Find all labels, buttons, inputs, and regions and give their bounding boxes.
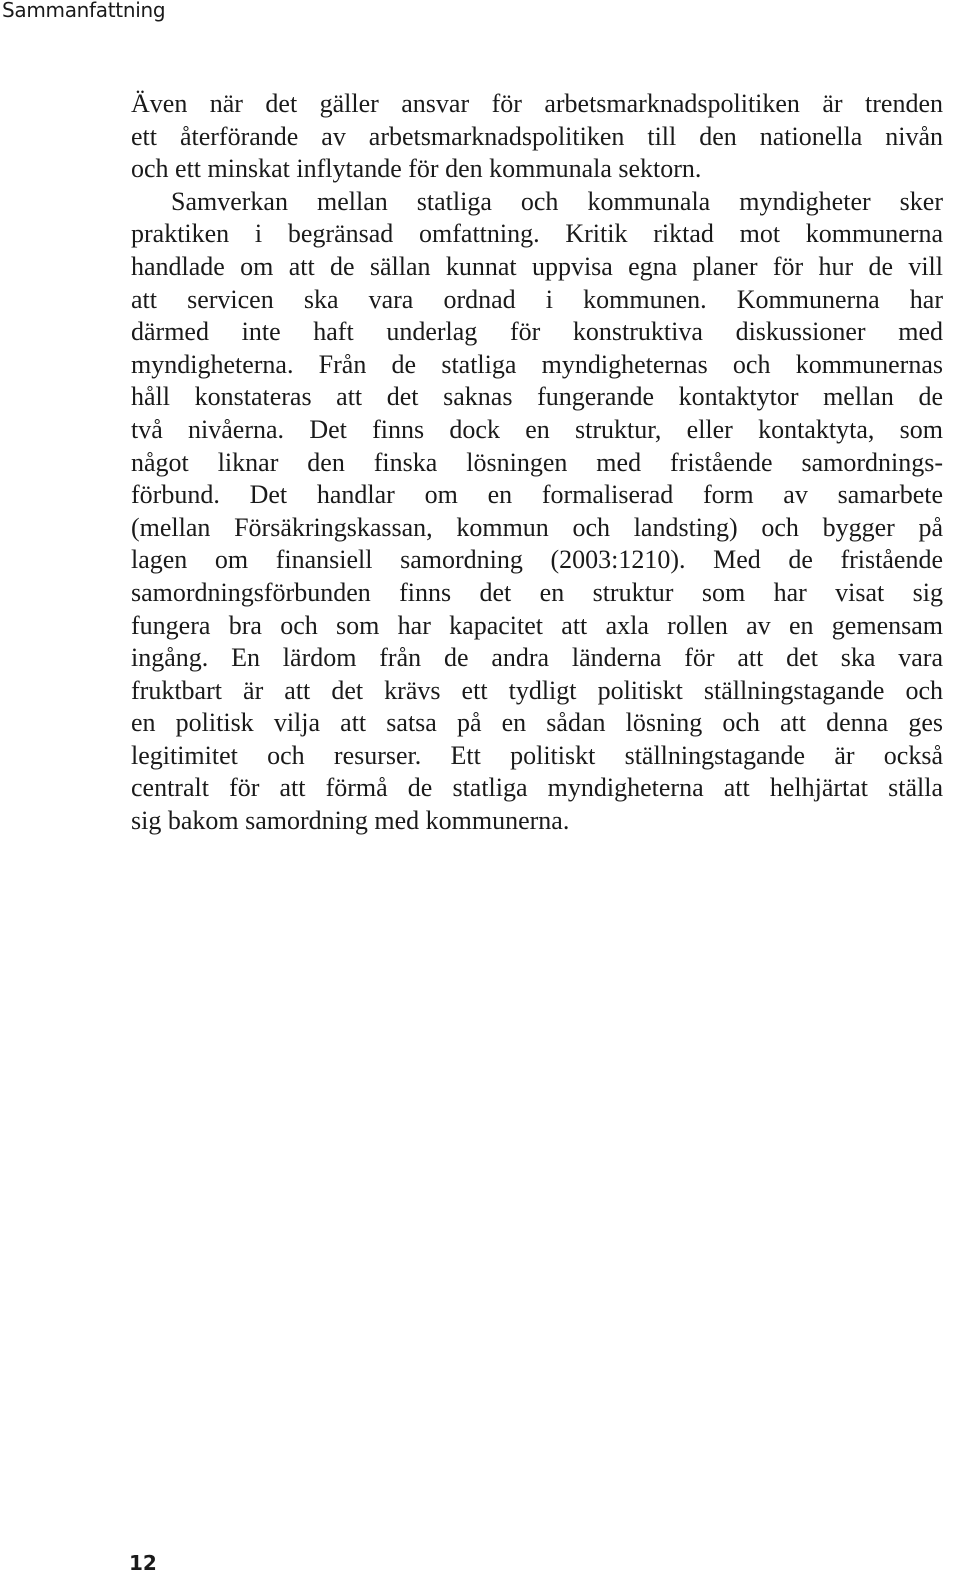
text-line: praktiken i begränsad omfattning. Kritik riktad mot kommunerna: [131, 219, 943, 249]
text-line: samordningsförbunden finns det en struktur som har visat sig: [131, 577, 943, 607]
text-line: därmed inte haft underlag för konstruktiva diskussioner med: [131, 317, 943, 347]
text-line: att servicen ska vara ordnad i kommunen. Kommunerna har: [131, 284, 943, 314]
text-line: Samverkan mellan statliga och kommunala myndigheter sker: [171, 186, 943, 216]
text-line: sig bakom samordning med kommunerna.: [131, 806, 570, 836]
text-line: en politisk vilja att satsa på en sådan lösning och att denna ges: [131, 708, 943, 738]
text-line: Även när det gäller ansvar för arbetsmarknadspolitiken är trenden: [131, 89, 943, 118]
running-header: Sammanfattning: [2, 0, 166, 22]
text-line: legitimitet och resurser. Ett politiskt ställningstagande är också: [131, 740, 943, 770]
text-line: (mellan Försäkringskassan, kommun och landsting) och bygger på: [131, 512, 943, 542]
text-line: något liknar den finska lösningen med fristående samordnings-: [131, 447, 943, 477]
text-line: fruktbart är att det krävs ett tydligt politiskt ställningstagande och: [131, 675, 943, 705]
text-line: lagen om finansiell samordning (2003:1210). Med de fristående: [131, 545, 943, 575]
text-line: och ett minskat inflytande för den kommunala sektorn.: [131, 154, 702, 184]
text-line: fungera bra och som har kapacitet att axla rollen av en gemensam: [131, 610, 943, 640]
text-line: handlade om att de sällan kunnat uppvisa egna planer för hur de vill: [131, 251, 943, 281]
text-line: förbund. Det handlar om en formaliserad form av samarbete: [131, 480, 943, 510]
text-line: ingång. En lärdom från de andra länderna för att det ska vara: [131, 643, 943, 673]
text-line: myndigheterna. Från de statliga myndigheternas och kommunernas: [131, 349, 943, 379]
text-line: centralt för att förmå de statliga myndigheterna att helhjärtat ställa: [131, 773, 943, 803]
text-line: håll konstateras att det saknas fungerande kontaktytor mellan de: [131, 382, 943, 412]
page-number: 12: [129, 1551, 157, 1575]
text-line: ett återförande av arbetsmarknadspolitiken till den nationella nivån: [131, 121, 943, 151]
text-line: två nivåerna. Det finns dock en struktur, eller kontaktyta, som: [131, 414, 943, 444]
body-paragraph: [131, 88, 943, 838]
